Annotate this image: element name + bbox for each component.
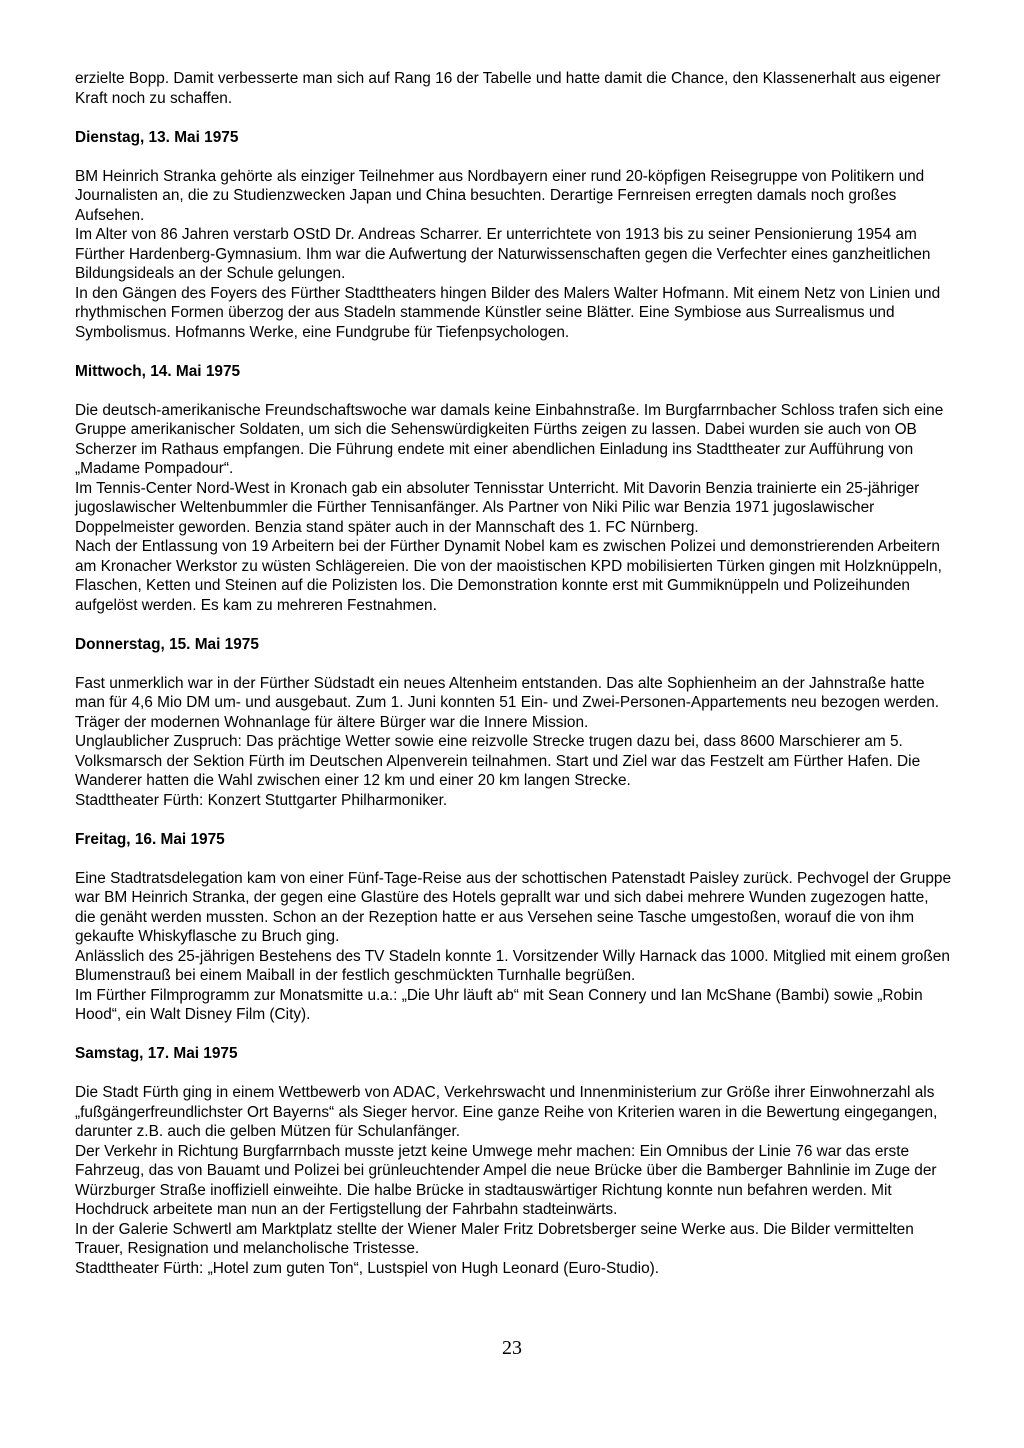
chronicle-paragraph: Die deutsch-amerikanische Freundschaftswoche war damals keine Einbahnstraße. Im Burgfarrnbacher Schloss trafen sich eine Gruppe amerikanischer Soldaten, um sich die Sehenswürdigkeiten Fürths zeigen zu lassen. Dabei wurden sie auch von OB Scherzer im Rathaus empfangen. Die Führung endete mit einer abendlichen Einladung ins Stadttheater zur Aufführung von „Madame Pompadour“.: [75, 401, 944, 477]
chronicle-paragraph: Stadttheater Fürth: „Hotel zum guten Ton“, Lustspiel von Hugh Leonard (Euro-Studio).: [75, 1259, 660, 1277]
chronicle-paragraph: BM Heinrich Stranka gehörte als einziger Teilnehmer aus Nordbayern einer rund 20-köpfigen Reisegruppe von Politikern und Journalisten an, die zu Studienzwecken Japan und China besuchten. Derartige Fernreisen erregten damals noch großes Aufsehen.: [75, 167, 925, 224]
chronicle-paragraph: Im Fürther Filmprogramm zur Monatsmitte u.a.: „Die Uhr läuft ab“ mit Sean Connery und Ian McShane (Bambi) sowie „Robin Hood“, ein Walt Disney Film (City).: [75, 986, 923, 1023]
chronicle-paragraph: Im Tennis-Center Nord-West in Kronach gab ein absoluter Tennisstar Unterricht. Mit Davorin Benzia trainierte ein 25-jähriger jugoslawischer Weltenbummler die Fürther Tennisanfänger. Als Partner von Niki Pilic war Benzia 1971 jugoslawischer Doppelmeister geworden. Benzia stand später auch in der Mannschaft des 1. FC Nürnberg.: [75, 479, 920, 536]
day-heading: Donnerstag, 15. Mai 1975: [75, 635, 259, 653]
chronicle-paragraph: Unglaublicher Zuspruch: Das prächtige Wetter sowie eine reizvolle Strecke trugen dazu bei, dass 8600 Marschierer am 5. Volksmarsch der Sektion Fürth im Deutschen Alpenverein teilnahmen. Start und Ziel war das Festzelt am Fürther Hafen. Die Wanderer hatten die Wahl zwischen einer 12 km und einer 20 km langen Strecke.: [75, 733, 921, 789]
chronicle-paragraph: erzielte Bopp. Damit verbesserte man sich auf Rang 16 der Tabelle und hatte damit die Chance, den Klassenerhalt aus eigener Kraft noch zu schaffen.: [75, 70, 941, 107]
chronicle-paragraph: Stadttheater Fürth: Konzert Stuttgarter Philharmoniker.: [75, 791, 448, 809]
chronicle-paragraph: Die Stadt Fürth ging in einem Wettbewerb von ADAC, Verkehrswacht und Innenministerium zur Größe ihrer Einwohnerzahl als „fußgängerfreundlichster Ort Bayerns“ als Sieger hervor. Eine ganze Reihe von Kriterien waren in die Bewertung eingegangen, darunter z.B. auch die gelben Mützen für Schulanfänger.: [75, 1084, 938, 1140]
chronicle-paragraph: Eine Stadtratsdelegation kam von einer Fünf-Tage-Reise aus der schottischen Patenstadt Paisley zurück. Pechvogel der Gruppe war BM Heinrich Stranka, der gegen eine Glastüre des Hotels geprallt war und sich dabei mehrere Wunden zugezogen hatte, die genäht werden mussten. Schon an der Rezeption hatte er aus Versehen seine Tasche umgestoßen, worauf die von ihm gekaufte Whiskyflasche zu Bruch ging.: [75, 869, 952, 945]
chronicle-paragraph: Der Verkehr in Richtung Burgfarrnbach musste jetzt keine Umwege mehr machen: Ein Omnibus der Linie 76 war das erste Fahrzeug, das von Bauamt und Polizei bei grünleuchtender Ampel die neue Brücke über die Bamberger Bahnlinie im Zuge der Würzburger Straße inoffiziell einweihte. Die halbe Brücke in stadtauswärtiger Richtung konnte nun befahren werden. Mit Hochdruck arbeitete man nun an der Fertigstellung der Fahrbahn stadteinwärts.: [75, 1142, 937, 1218]
chronicle-paragraph: In der Galerie Schwertl am Marktplatz stellte der Wiener Maler Fritz Dobretsberger seine Werke aus. Die Bilder vermittelten Trauer, Resignation und melancholische Tristesse.: [75, 1220, 914, 1257]
document-content: [75, 69, 952, 1278]
day-heading: Samstag, 17. Mai 1975: [75, 1045, 238, 1062]
chronicle-paragraph: Im Alter von 86 Jahren verstarb OStD Dr. Andreas Scharrer. Er unterrichtete von 1913 bis zu seiner Pensionierung 1954 am Fürther Hardenberg-Gymnasium. Ihm war die Aufwertung der Naturwissenschaften gegen die Verfechter eines ganzheitlichen Bildungsideals an der Schule gelungen.: [75, 226, 931, 282]
day-heading: Mittwoch, 14. Mai 1975: [75, 362, 241, 380]
chronicle-paragraph: Fast unmerklich war in der Fürther Südstadt ein neues Altenheim entstanden. Das alte Sophienheim an der Jahnstraße hatte man für 4,6 Mio DM um- und ausgebaut. Zum 1. Juni konnten 51 Ein- und Zwei-Personen-Appartements neu bezogen werden. Träger der modernen Wohnanlage für ältere Bürger war die Innere Mission.: [75, 674, 940, 731]
day-heading: Dienstag, 13. Mai 1975: [75, 128, 239, 146]
chronicle-paragraph: In den Gängen des Foyers des Fürther Stadttheaters hingen Bilder des Malers Walter Hofmann. Mit einem Netz von Linien und rhythmischen Formen überzog der aus Stadeln stammende Künstler seine Blätter. Eine Symbiose aus Surrealismus und Symbolismus. Hofmanns Werke, eine Fundgrube für Tiefenpsychologen.: [75, 284, 941, 341]
page-number: 23: [502, 1337, 522, 1359]
chronicle-paragraph: Nach der Entlassung von 19 Arbeitern bei der Fürther Dynamit Nobel kam es zwischen Polizei und demonstrierenden Arbeitern am Kronacher Werkstor zu wüsten Schlägereien. Die von der maoistischen KPD mobilisierten Türken gingen mit Holzknüppeln, Flaschen, Ketten und Steinen auf die Polizisten los. Die Demonstration konnte erst mit Gummiknüppeln und Polizeihunden aufgelöst werden. Es kam zu mehreren Festnahmen.: [75, 538, 942, 614]
chronicle-paragraph: Anlässlich des 25-jährigen Bestehens des TV Stadeln konnte 1. Vorsitzender Willy Harnack das 1000. Mitglied mit einem großen Blumenstrauß bei einem Maiball in der festlich geschmückten Turnhalle begrüßen.: [75, 947, 950, 984]
day-heading: Freitag, 16. Mai 1975: [75, 830, 225, 848]
